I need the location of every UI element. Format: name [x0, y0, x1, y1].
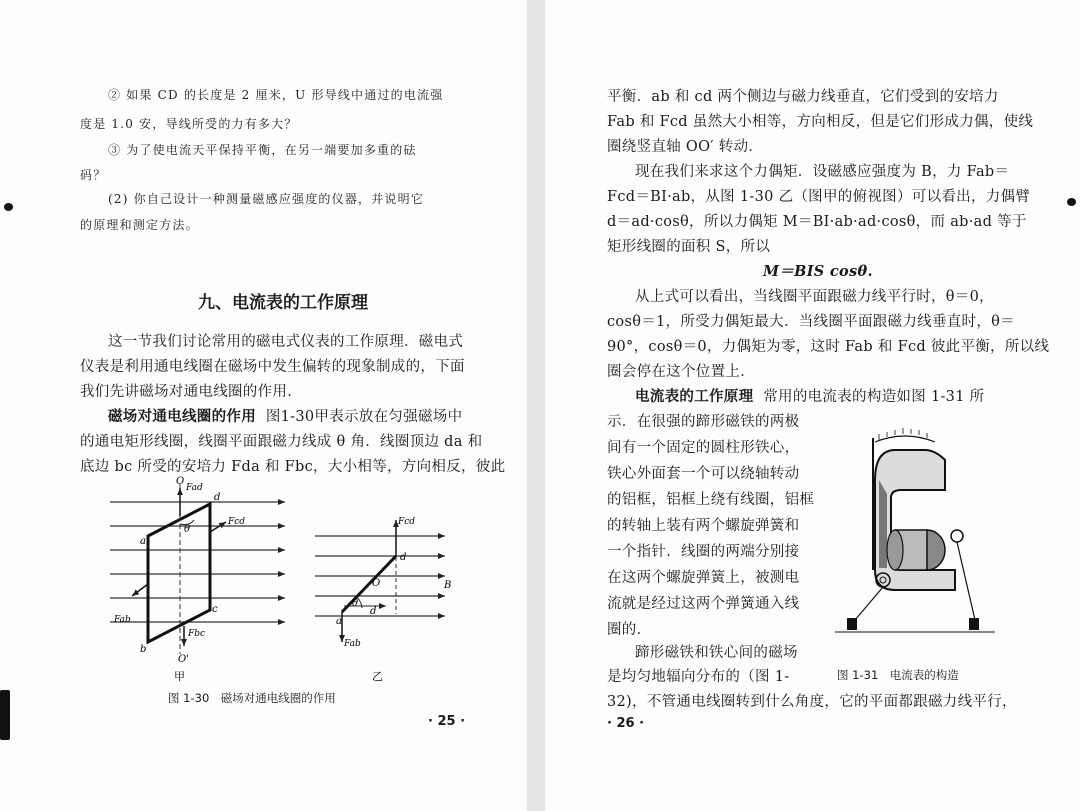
paragraph-line: 圈会停在这个位置上．: [607, 364, 755, 380]
paragraph-line: 的转轴上装有两个螺旋弹簧和: [607, 518, 800, 534]
caption-yi: 乙: [372, 670, 383, 683]
page-number: · 26 ·: [607, 716, 645, 731]
paragraph-line: 我们先讲磁场对通电线圈的作用．: [80, 384, 302, 400]
paragraph-line: 示．在很强的蹄形磁铁的两极: [607, 414, 800, 430]
page-left: [0, 0, 527, 811]
paragraph-line: 是均匀地辐向分布的（图 1-: [607, 669, 790, 685]
force-arrow-ab: [132, 584, 148, 596]
paragraph-line: 矩形线圈的面积 S，所以: [607, 239, 771, 255]
paragraph-line: 一个指针．线圈的两端分别接: [607, 544, 800, 560]
field-lines-a: [110, 502, 285, 622]
exercise-line: 码？: [80, 168, 107, 182]
figure-1-30: [100, 474, 480, 694]
label-B: B: [444, 580, 452, 591]
label-theta-b: θ: [352, 598, 359, 609]
paragraph-line: 圈的．: [607, 622, 652, 638]
coil-top-view: [342, 556, 396, 612]
label-theta: θ: [184, 524, 191, 535]
label-d: d: [214, 492, 221, 503]
book-gutter: [527, 0, 545, 811]
subhead: 电流表的工作原理: [635, 388, 754, 405]
label-F-bc: Fbc: [188, 629, 206, 639]
paragraph-line: 蹄形磁铁和铁心间的磁场: [635, 645, 798, 661]
paragraph-line: Fab 和 Fcd 虽然大小相等，方向相反，但是它们形成力偶，使线: [607, 114, 1034, 130]
page-right: [545, 0, 1080, 811]
exercise-line: ③ 为了使电流天平保持平衡，在另一端要加多重的砝: [108, 143, 417, 157]
paragraph-line: 的通电矩形线圈，线圈平面跟磁力线成 θ 角．线圈顶边 da 和: [80, 434, 483, 450]
label-O-b: O: [372, 578, 381, 589]
paragraph-line: 仪表是利用通电线圈在磁场中发生偏转的现象制成的，下面: [80, 359, 465, 375]
paragraph-line: 平衡．ab 和 cd 两个侧边与磁力线垂直，它们受到的安培力: [607, 89, 999, 105]
label-O-prime: O': [178, 654, 189, 665]
exercise-line: (2) 你自己设计一种测量磁感应强度的仪器，并说明它: [108, 192, 425, 206]
force-arrow-cd: [210, 522, 226, 532]
label-F-cd-b: Fcd: [398, 517, 416, 527]
paragraph-line: 磁场对通电线圈的作用 图1-30甲表示放在匀强磁场中: [108, 408, 463, 425]
paragraph-line: 这一节我们讨论常用的磁电式仪表的工作原理．磁电式: [108, 334, 464, 350]
figure-caption: 图 1-30 磁场对通电线圈的作用: [168, 691, 336, 705]
label-d-arm: d: [370, 606, 377, 617]
figure-caption: 图 1-31 电流表的构造: [837, 668, 959, 682]
paragraph-line: cosθ＝1，所受力偶矩最大．当线圈平面跟磁力线垂直时，θ＝: [607, 314, 1015, 330]
label-F-cd: Fcd: [228, 517, 246, 527]
figure-1-31-galvanometer: [835, 420, 995, 645]
paragraph-line: 从上式可以看出，当线圈平面跟磁力线平行时，θ＝0，: [635, 289, 994, 305]
paragraph-line: 32)，不管通电线圈转到什么角度，它的平面都跟磁力线平行，: [607, 694, 1017, 710]
label-a-b: a: [336, 616, 342, 627]
label-O: O: [176, 476, 185, 487]
caption-jia: 甲: [174, 670, 185, 683]
exercise-line: ② 如果 CD 的长度是 2 厘米，U 形导线中通过的电流强: [108, 88, 444, 102]
paragraph-line: 90°，cosθ＝0，力偶矩为零，这时 Fab 和 Fcd 彼此平衡，所以线: [607, 339, 1050, 355]
label-b: b: [140, 644, 147, 655]
binding-mark: [0, 690, 10, 740]
paragraph-line: 电流表的工作原理 常用的电流表的构造如图 1-31 所: [635, 388, 985, 405]
exercise-line: 度是 1.0 安，导线所受的力有多大？: [80, 117, 298, 131]
label-d-b: d: [400, 552, 407, 563]
paragraph-line: 铁心外面套一个可以绕轴转动: [607, 466, 800, 482]
paragraph-line: 流就是经过这两个弹簧通入线: [607, 596, 800, 612]
label-F-ad: Fad: [186, 483, 203, 493]
paragraph-line: 间有一个固定的圆柱形铁心，: [607, 440, 800, 456]
paragraph-line: 在这两个螺旋弹簧上，被测电: [607, 570, 800, 586]
binding-hole: [4, 203, 13, 211]
exercise-line: 的原理和测定方法。: [80, 218, 199, 232]
subhead: 磁场对通电线圈的作用: [108, 408, 256, 425]
paragraph-line: 现在我们来求这个力偶矩．设磁感应强度为 B，力 Fab＝: [635, 164, 1010, 180]
paragraph-line: 的铝框，铝框上绕有线圈，铝框: [607, 492, 815, 508]
paragraph-line: 圈绕竖直轴 OO′ 转动．: [607, 139, 764, 155]
label-a: a: [140, 536, 146, 547]
page-number: · 25 ·: [428, 714, 466, 729]
rectangular-coil: [148, 504, 210, 642]
formula: M＝BIS cosθ.: [763, 263, 873, 280]
label-c: c: [212, 604, 218, 615]
label-F-ab: Fab: [114, 615, 131, 625]
binding-hole: [1067, 198, 1076, 206]
section-title: 九、电流表的工作原理: [198, 293, 368, 313]
paragraph-line: Fcd＝BI·ab，从图 1-30 乙（图甲的俯视图）可以看出，力偶臂: [607, 189, 1031, 205]
paragraph-line: 底边 bc 所受的安培力 Fda 和 Fbc，大小相等，方向相反，彼此: [80, 459, 506, 475]
label-F-ab-b: Fab: [344, 639, 361, 649]
field-lines-b: [315, 536, 445, 616]
paragraph-line: d＝ad·cosθ，所以力偶矩 M＝BI·ab·ad·cosθ，而 ab·ad 等于: [607, 214, 1027, 230]
